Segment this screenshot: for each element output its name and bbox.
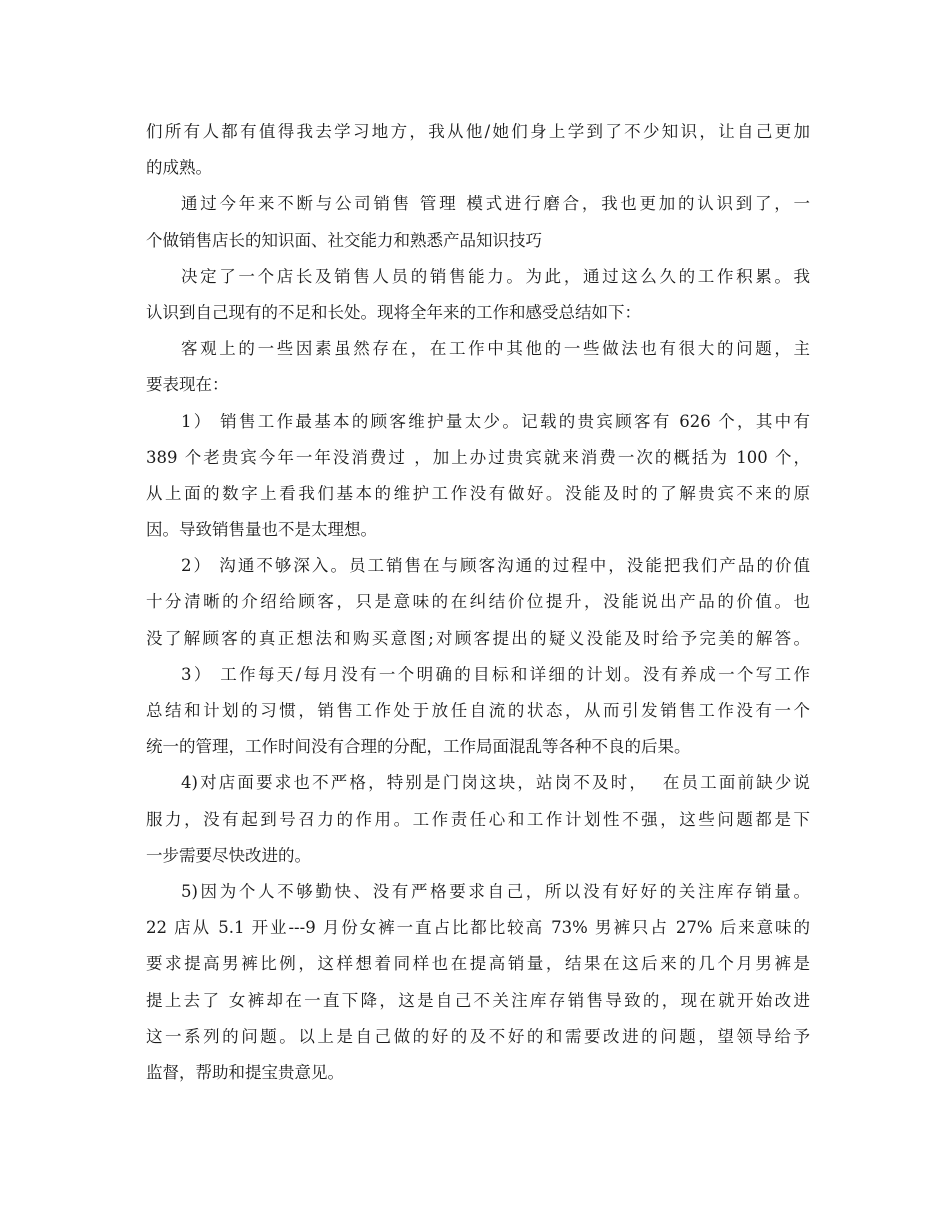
text-line: 提上去了 女裤却在一直下降，这是自己不关注库存销售导致的，现在就开始改进 — [146, 990, 810, 1010]
text-line: 389 个老贵宾今年一年没消费过 ，加上办过贵宾就来消费一次的概括为 100 个， — [146, 447, 810, 467]
paragraph-start-line: 决定了一个店长及销售人员的销售能力。为此，通过这么久的工作积累。我 — [181, 266, 810, 286]
text-line: 这一系列的问题。以上是自己做的好的及不好的和需要改进的问题，望领导给予 — [146, 1026, 810, 1046]
list-item-4-start: 4)对店面要求也不严格，特别是门岗这块，站岗不及时， 在员工面前缺少说 — [181, 773, 810, 793]
text-line: 22 店从 5.1 开业---9 月份女裤一直占比都比较高 73% 男裤只占 27% 后来意味的 — [146, 918, 810, 938]
text-line: 统一的管理，工作时间没有合理的分配，工作局面混乱等各种不良的后果。 — [146, 737, 691, 757]
list-item-3-start: 3） 工作每天/每月没有一个明确的目标和详细的计划。没有养成一个写工作 — [181, 664, 810, 684]
text-line: 十分清晰的介绍给顾客，只是意味的在纠结价位提升，没能说出产品的价值。也 — [146, 592, 810, 612]
text-line: 没了解顾客的真正想法和购买意图;对顾客提出的疑义没能及时给予完美的解答。 — [146, 628, 810, 648]
text-line: 个做销售店长的知识面、社交能力和熟悉产品知识技巧 — [146, 230, 542, 250]
paragraph-start-line: 客观上的一些因素虽然存在，在工作中其他的一些做法也有很大的问题，主 — [181, 339, 810, 359]
text-line: 要表现在： — [146, 375, 229, 395]
document-body — [146, 114, 810, 1091]
list-item-1-start: 1） 销售工作最基本的顾客维护量太少。记载的贵宾顾客有 626 个，其中有 — [181, 411, 810, 431]
text-line: 的成熟。 — [146, 158, 212, 178]
text-line: 总结和计划的习惯，销售工作处于放任自流的状态，从而引发销售工作没有一个 — [146, 701, 810, 720]
text-line: 服力，没有起到号召力的作用。工作责任心和工作计划性不强，这些问题都是下 — [146, 809, 810, 829]
text-line: 因。导致销售量也不是太理想。 — [146, 520, 377, 540]
text-line: 认识到自己现有的不足和长处。现将全年来的工作和感受总结如下： — [146, 302, 641, 322]
text-line: 一步需要尽快改进的。 — [146, 845, 311, 865]
text-line: 从上面的数字上看我们基本的维护工作没有做好。没能及时的了解贵宾不来的原 — [146, 483, 810, 503]
text-line: 要求提高男裤比例，这样想着同样也在提高销量，结果在这后来的几个月男裤是 — [146, 954, 810, 974]
list-item-5-start: 5)因为个人不够勤快、没有严格要求自己，所以没有好好的关注库存销量。 — [181, 881, 810, 901]
text-line: 们所有人都有值得我去学习地方，我从他/她们身上学到了不少知识，让自己更加 — [146, 122, 810, 141]
paragraph-start-line: 通过今年来不断与公司销售 管理 模式进行磨合，我也更加的认识到了，一 — [181, 194, 810, 214]
text-line: 监督，帮助和提宝贵意见。 — [146, 1062, 344, 1082]
list-item-2-start: 2） 沟通不够深入。员工销售在与顾客沟通的过程中，没能把我们产品的价值 — [181, 556, 810, 576]
